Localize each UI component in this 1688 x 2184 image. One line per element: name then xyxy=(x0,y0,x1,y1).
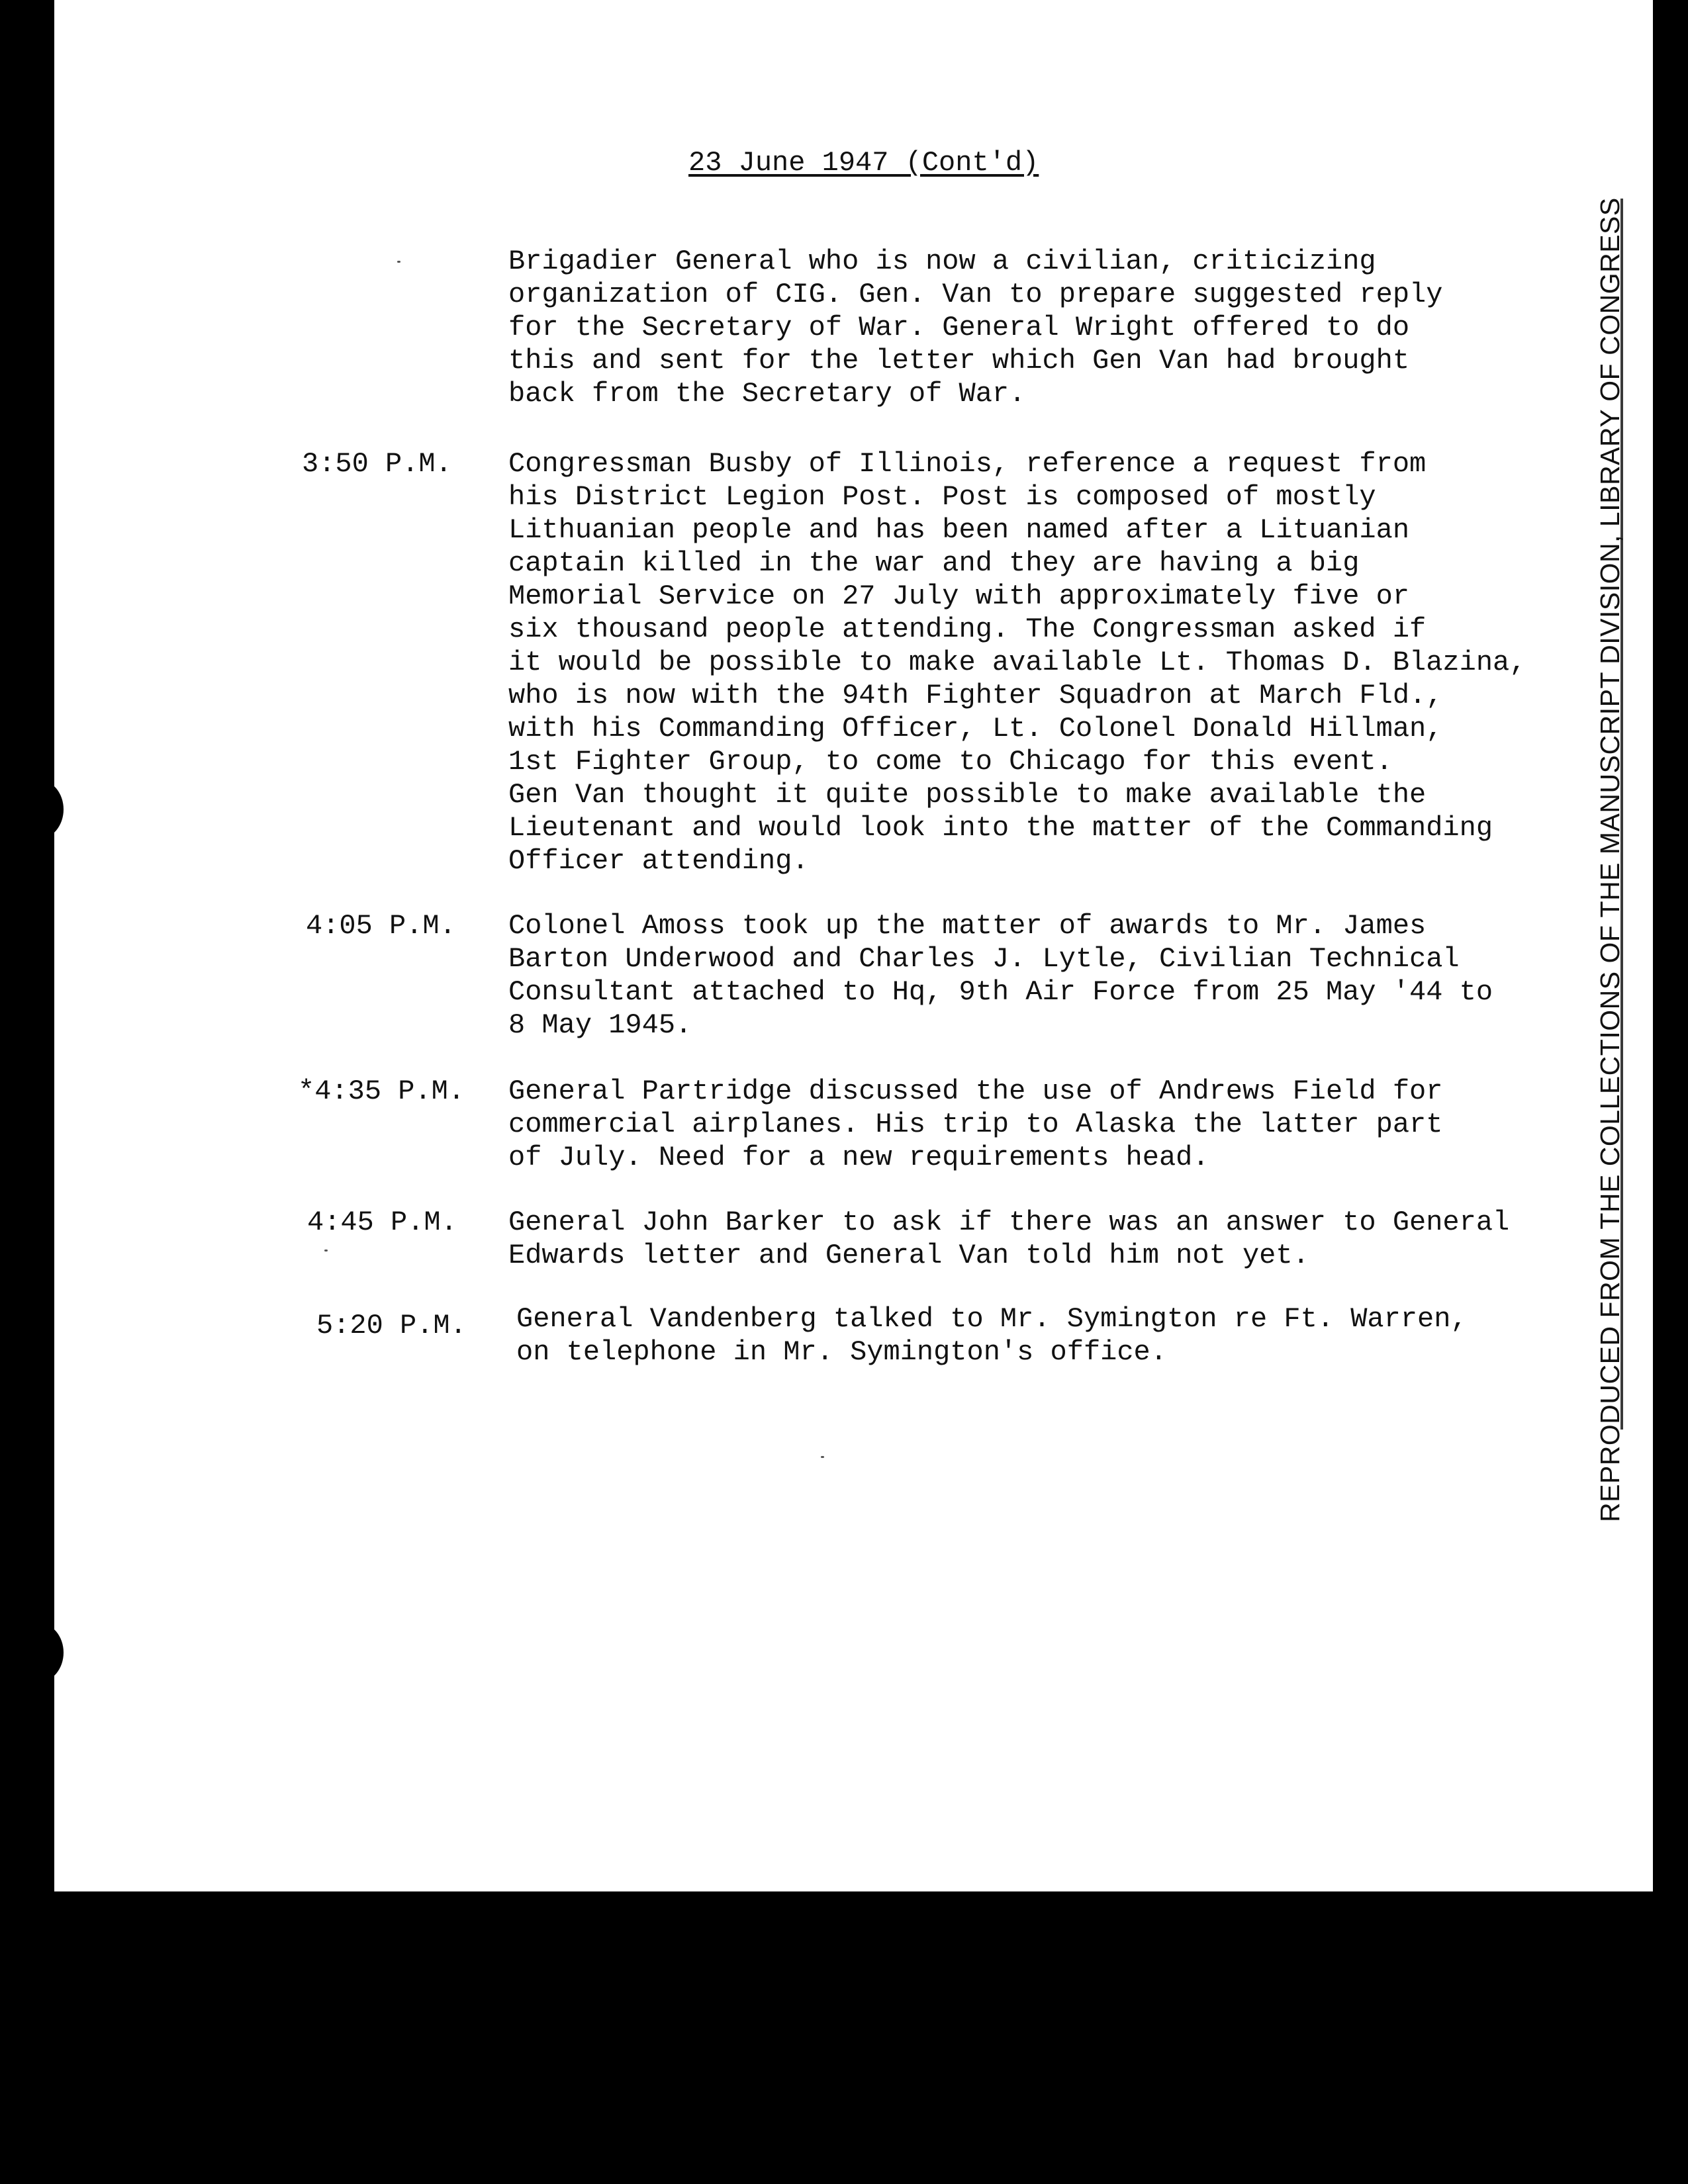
entry-text: General Partridge discussed the use of Andrews Field for commercial airplanes. His trip to Alaska the latter part of July. Need for a new requirements head. xyxy=(508,1075,1443,1173)
punch-hole xyxy=(13,1623,64,1682)
scan-speck xyxy=(324,1250,328,1251)
entry-text: Congressman Busby of Illinois, reference a request from his District Legion Post. Post is composed of mostly Lithuanian people and has been named after a Lituanian captain killed in the war and they are having a big Memorial Service on 27 July with approximately five or six thousand people attending. The Congressman asked if it would be possible to make available Lt. Thomas D. Blazina, who is now with the 94th Fighter Squadron at March Fld., with his Commanding Officer, Lt. Colonel Donald Hillman, 1st Fighter Group, to come to Chicago for this event. Gen Van thought it quite possible to make available the Lieutenant and would look into the matter of the Commanding Officer attending. xyxy=(508,448,1526,877)
entry-time: 5:20 P.M. xyxy=(316,1310,467,1342)
punch-hole xyxy=(13,780,64,839)
scan-speck xyxy=(397,261,400,263)
scan-speck xyxy=(821,1456,824,1458)
entry-text: Colonel Amoss took up the matter of awards to Mr. James Barton Underwood and Charles J. Lytle, Civilian Technical Consultant attached to Hq, 9th Air Force from 25 May '44 to 8 May 1945. xyxy=(508,910,1493,1041)
page-heading: 23 June 1947 (Cont'd) xyxy=(688,147,1039,179)
entry-text-continued: Brigadier General who is now a civilian, criticizing organization of CIG. Gen. Van to prepare suggested reply for the Secretary of War. General Wright offered to do this and sent for the letter which Gen Van had brought back from the Secretary of War. xyxy=(508,246,1443,410)
entry-time: 4:05 P.M. xyxy=(306,910,456,942)
entry-text: General John Barker to ask if there was an answer to General Edwards letter and General Van told him not yet. xyxy=(508,1206,1510,1271)
entry-time: 3:50 P.M. xyxy=(302,448,452,480)
library-reproduction-caption: REPRODUCED FROM THE COLLECTIONS OF THE MANUSCRIPT DIVISION, LIBRARY OF CONGRESS xyxy=(1595,197,1625,1522)
entry-time: *4:35 P.M. xyxy=(298,1075,465,1107)
entry-text: General Vandenberg talked to Mr. Symington re Ft. Warren, on telephone in Mr. Symington's office. xyxy=(516,1303,1468,1368)
entry-time: 4:45 P.M. xyxy=(307,1206,457,1238)
